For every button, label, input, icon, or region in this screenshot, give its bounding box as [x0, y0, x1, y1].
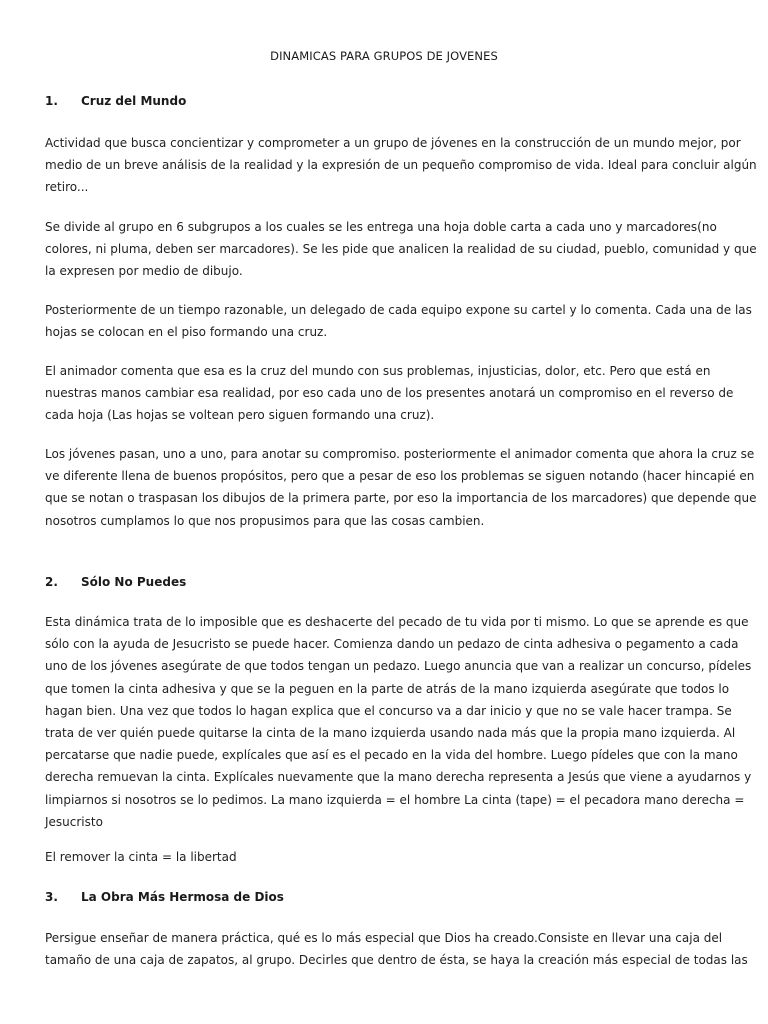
section-number: 3. — [45, 890, 58, 904]
paragraph — [45, 611, 752, 833]
text-line: Jesucristo — [45, 814, 103, 829]
paragraph — [45, 360, 734, 427]
paragraph — [45, 846, 717, 868]
text-line: medio de un breve análisis de la realidad y la expresión de un pequeño compromiso de vida. Ideal para concluir algún — [45, 158, 757, 173]
text-line: nosotros cumplamos lo que nos propusimos para que las cosas cambien. — [45, 513, 485, 528]
text-line: nuestras manos cambiar esa realidad, por eso cada uno de los presentes anotará un compromiso en el reverso de — [45, 386, 734, 401]
text-line: derecha remuevan la cinta. Explícales nuevamente que la mano derecha representa a Jesús que viene a ayudarnos y — [45, 770, 752, 785]
section-heading-3 — [45, 889, 284, 905]
section-title: La Obra Más Hermosa de Dios — [81, 890, 284, 904]
text-line: tamaño de una caja de zapatos, al grupo. Decirles que dentro de ésta, se haya la creación más especial de todas las — [45, 953, 748, 968]
text-line: percatarse que nadie puede, explícales que así es el pecado en la vida del hombre. Luego pídeles que con la mano — [45, 748, 738, 763]
section-number: 1. — [45, 94, 58, 108]
text-line: sólo con la ayuda de Jesucristo se puede hacer. Comienza dando un pedazo de cinta adhesiva o pegamento a cada — [45, 637, 739, 652]
text-line: que se notan o traspasan los dibujos de la primera parte, por eso la importancia de los marcadores) que depende que — [45, 491, 757, 506]
paragraph — [45, 443, 757, 532]
section-heading-1 — [45, 93, 186, 109]
text-line: Actividad que busca concientizar y comprometer a un grupo de jóvenes en la construcción de un mundo mejor, por — [45, 136, 741, 150]
paragraph — [45, 927, 748, 971]
text-line: Esta dinámica trata de lo imposible que es deshacerte del pecado de tu vida por ti mismo. Lo que se aprende es que — [45, 615, 749, 629]
text-line: trata de ver quién puede quitarse la cinta de la mano izquierda usando nada más que la propia mano izquierda. Al — [45, 726, 736, 741]
text-line: Persigue enseñar de manera práctica, qué es lo más especial que Dios ha creado.Consiste en llevar una caja del — [45, 931, 723, 945]
document-title: DINAMICAS PARA GRUPOS DE JOVENES — [270, 49, 498, 63]
section-number: 2. — [45, 575, 58, 589]
text-line: retiro... — [45, 180, 89, 195]
text-line: Los jóvenes pasan, uno a uno, para anotar su compromiso. posteriormente el animador comenta que ahora la cruz se — [45, 447, 755, 461]
text-line: ve diferente llena de buenos propósitos, pero que a pesar de eso los problemas se siguen notando (hacer hincapié en — [45, 469, 755, 484]
paragraph — [45, 299, 752, 343]
text-line: Posteriormente de un tiempo razonable, un delegado de cada equipo expone su cartel y lo comenta. Cada una de las — [45, 303, 752, 317]
text-line: hojas se colocan en el piso formando una cruz. — [45, 325, 328, 340]
text-line: El animador comenta que esa es la cruz del mundo con sus problemas, injusticias, dolor, etc. Pero que está en — [45, 364, 711, 378]
paragraph — [45, 132, 757, 199]
text-line: Se divide al grupo en 6 subgrupos a los cuales se les entrega una hoja doble carta a cada uno y marcadores(no — [45, 220, 717, 234]
section-heading-2 — [45, 574, 186, 590]
section-title: Sólo No Puedes — [81, 575, 187, 589]
text-line: limpiarnos si nosotros se lo pedimos. La mano izquierda = el hombre La cinta (tape) = el pecadora mano derecha = — [45, 792, 745, 807]
section-title: Cruz del Mundo — [81, 94, 187, 108]
text-line: cada hoja (Las hojas se voltean pero siguen formando una cruz). — [45, 408, 435, 423]
text-line: hagan bien. Una vez que todos lo hagan explica que el concurso va a dar inicio y que no se vale hacer trampa. Se — [45, 703, 732, 718]
text-line: que tomen la cinta adhesiva y que se la peguen en la parte de atrás de la mano izquierda asegúrate que todos lo — [45, 681, 730, 696]
paragraph — [45, 216, 757, 283]
text-line: la expresen por medio de dibujo. — [45, 264, 243, 279]
text-line: El remover la cinta = la libertad — [45, 850, 237, 864]
text-line: uno de los jóvenes asegúrate de que todos tengan un pedazo. Luego anuncia que van a realizar un concurso, pídeles — [45, 659, 752, 674]
text-line: colores, ni pluma, deben ser marcadores). Se les pide que analicen la realidad de su ciudad, pueblo, comunidad y que — [45, 242, 757, 257]
